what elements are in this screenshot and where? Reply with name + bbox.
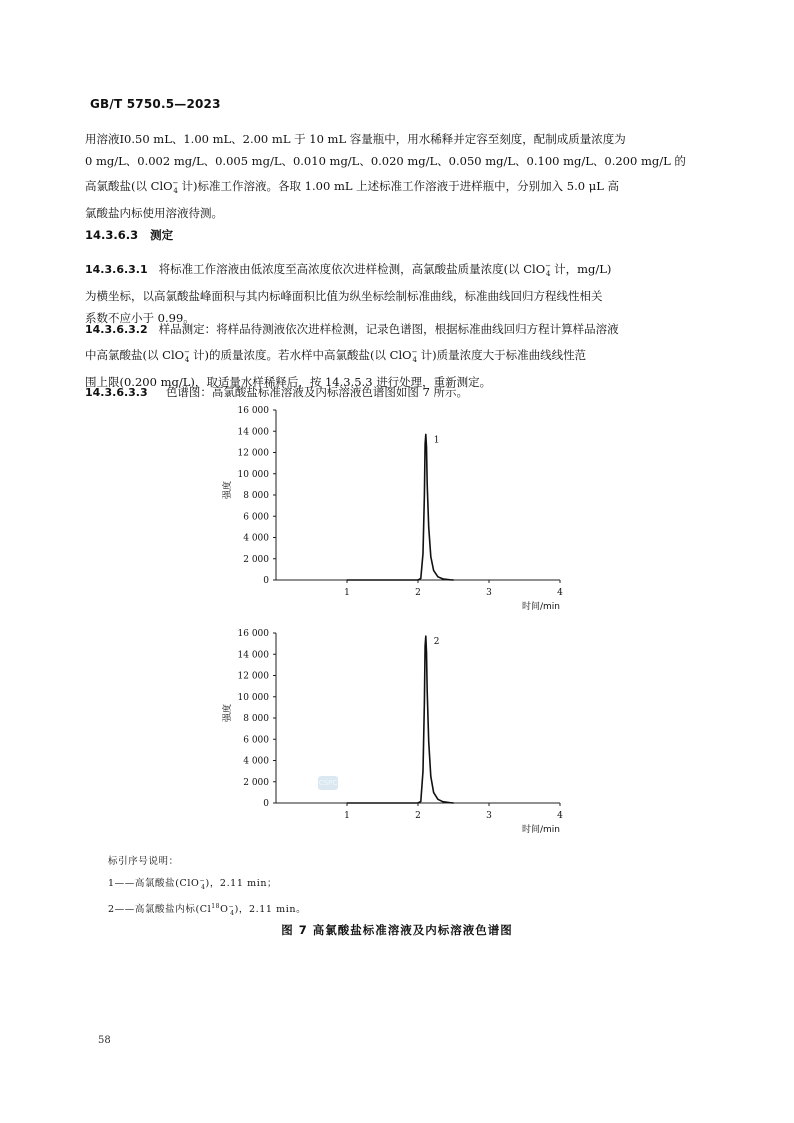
y-tick-label: 12 000 xyxy=(237,448,269,459)
trace-point xyxy=(420,801,421,802)
trace-point xyxy=(449,802,450,803)
x-tick-label: 2 xyxy=(415,811,421,821)
peak-label: 2 xyxy=(433,637,440,648)
legend-item-2b: O xyxy=(220,904,229,916)
legend-title: 标引序号说明： xyxy=(108,856,179,867)
chromatogram-2-svg xyxy=(200,625,580,840)
x-tick-label: 4 xyxy=(557,588,563,598)
legend-item-2c: )，2.11 min。 xyxy=(234,904,307,916)
p1-number: 14.3.6.3.1 xyxy=(85,262,148,276)
trace-point xyxy=(433,792,434,793)
section-title: 测定 xyxy=(150,228,174,242)
intro-line-1: 用溶液Ⅰ0.50 mL、1.00 mL、2.00 mL 于 10 mL 容量瓶中，用水稀释并定容至刻度，配制成质量浓度为 xyxy=(85,132,626,146)
y-tick-label: 8 000 xyxy=(243,714,269,724)
trace-point xyxy=(442,801,443,802)
trace-point xyxy=(427,484,428,485)
trace-point xyxy=(426,652,427,653)
trace-point xyxy=(430,776,431,777)
ion-sup: − xyxy=(228,903,235,911)
page-number: 58 xyxy=(98,1035,111,1046)
p1-line-3: 系数不应小于 0.99。 xyxy=(85,311,195,326)
y-tick-label: 8 000 xyxy=(243,491,269,501)
trace-point xyxy=(426,447,427,448)
p1-a: 将标准工作溶液由低浓度至高浓度依次进样检测，高氯酸盐质量浓度(以 ClO xyxy=(158,261,546,276)
peak-label: 1 xyxy=(433,435,440,446)
p1-b: 计，mg/L) xyxy=(550,261,612,276)
p2-line-2a: 中高氯酸盐(以 ClO xyxy=(85,347,185,362)
y-axis-title: 强度 xyxy=(223,480,233,500)
y-tick-label: 4 000 xyxy=(243,533,269,544)
x-tick-label: 4 xyxy=(557,811,563,821)
y-tick-label: 2 000 xyxy=(243,777,269,788)
ion-sub: 4 xyxy=(184,356,190,365)
p2-number: 14.3.6.3.2 xyxy=(85,323,148,336)
paragraph-14-3-6-3-3 xyxy=(85,381,707,404)
x-axis-title: 时间/min xyxy=(521,825,560,835)
ion-sup: − xyxy=(411,348,418,356)
p2-line-2c: 计)质量浓度大于标准曲线线性范 xyxy=(416,347,587,362)
y-tick-label: 10 000 xyxy=(237,469,269,480)
y-tick-label: 4 000 xyxy=(243,756,269,767)
x-tick-label: 1 xyxy=(344,588,350,598)
ion-sub: 4 xyxy=(230,910,235,918)
x-tick-label: 3 xyxy=(486,811,492,821)
trace-point xyxy=(425,636,426,637)
chromatogram-standard xyxy=(200,402,580,617)
y-tick-label: 0 xyxy=(263,799,269,809)
legend-item-1 xyxy=(108,871,306,897)
figure-caption: 图 7 高氯酸盐标准溶液及内标溶液色谱图 xyxy=(281,923,513,937)
trace-point xyxy=(346,802,347,803)
y-tick-label: 6 000 xyxy=(243,512,269,523)
y-tick-label: 14 000 xyxy=(237,650,269,661)
intro-line-3 xyxy=(85,172,707,202)
p3-number: 14.3.6.3.3 xyxy=(85,386,148,399)
trace-point xyxy=(430,556,431,557)
y-axis-title: 强度 xyxy=(223,703,233,723)
trace-point xyxy=(425,434,426,435)
x-tick-label: 1 xyxy=(344,811,350,821)
trace-point xyxy=(425,645,426,646)
intro-line-2: 0 mg/L、0.002 mg/L、0.005 mg/L、0.010 mg/L、0.020 mg/L、0.050 mg/L、0.100 mg/L、0.200 mg/L 的 xyxy=(85,154,686,168)
trace-point xyxy=(453,579,454,580)
chromatogram-internal-standard xyxy=(200,625,580,840)
trace-point xyxy=(417,802,418,803)
trace-point xyxy=(428,526,429,527)
p2-line-3: 围上限(0.200 mg/L)，取适量水样稀释后，按 14.3.5.3 进行处理，重新测定。 xyxy=(85,375,492,390)
ion-sup: − xyxy=(184,348,190,356)
intro-line-3a: 高氯酸盐(以 ClO xyxy=(85,178,173,193)
ion-sub: 4 xyxy=(201,884,206,892)
y-tick-label: 16 000 xyxy=(237,406,269,416)
chromatogram-1-svg xyxy=(200,402,580,617)
trace-point xyxy=(433,570,434,571)
ion-sup: − xyxy=(172,179,179,187)
y-tick-label: 12 000 xyxy=(237,671,269,682)
y-tick-label: 10 000 xyxy=(237,692,269,703)
ion-sub: 4 xyxy=(173,187,178,196)
trace-point xyxy=(427,691,428,692)
trace-point xyxy=(422,553,423,554)
trace-point xyxy=(424,494,425,495)
intro-line-4: 氯酸盐内标使用溶液待测。 xyxy=(85,206,223,221)
p3-text: 色谱图：高氯酸盐标准溶液及内标溶液色谱图如图 7 所示。 xyxy=(165,385,469,399)
y-tick-label: 6 000 xyxy=(243,735,269,746)
trace-point xyxy=(346,579,347,580)
legend-item-2a: 2——高氯酸盐内标(Cl xyxy=(108,904,212,916)
section-number: 14.3.6.3 xyxy=(85,228,139,242)
key-legend xyxy=(108,852,306,923)
legend-item-1a: 1——高氯酸盐(ClO xyxy=(108,878,200,890)
watermark-stamp: CSPC xyxy=(318,776,338,790)
isotope-sup: 18 xyxy=(211,903,221,911)
trace-point xyxy=(449,579,450,580)
trace-point xyxy=(424,701,425,702)
ion-sub: 4 xyxy=(412,356,417,365)
trace-point xyxy=(425,443,426,444)
trace-point xyxy=(417,579,418,580)
x-axis-title: 时间/min xyxy=(521,602,560,612)
p2-a: 样品测定：将样品待测液依次进样检测，记录色谱图，根据标准曲线回归方程计算样品溶液 xyxy=(158,322,619,336)
p2-line-1 xyxy=(85,318,707,341)
trace-point xyxy=(428,741,429,742)
section-heading xyxy=(85,227,173,243)
chromatogram-trace xyxy=(347,636,454,803)
standard-code-header: GB/T 5750.5—2023 xyxy=(90,97,221,111)
p2-line-2b: 计)的质量浓度。若水样中高氯酸盐(以 ClO xyxy=(189,347,412,362)
ion-sub: 4 xyxy=(546,270,551,279)
ion-sup: − xyxy=(199,877,206,884)
x-tick-label: 2 xyxy=(415,588,421,598)
legend-item-2 xyxy=(108,897,306,923)
y-tick-label: 2 000 xyxy=(243,554,269,565)
chromatogram-trace xyxy=(347,434,454,580)
y-tick-label: 14 000 xyxy=(237,427,269,438)
legend-item-1b: )，2.11 min； xyxy=(205,878,278,890)
trace-point xyxy=(442,578,443,579)
y-tick-label: 0 xyxy=(263,576,269,586)
intro-paragraph xyxy=(85,128,707,224)
trace-point xyxy=(422,771,423,772)
x-tick-label: 3 xyxy=(486,588,492,598)
trace-point xyxy=(437,799,438,800)
p1-line-2: 为横坐标，以高氯酸盐峰面积与其内标峰面积比值为纵坐标绘制标准曲线，标准曲线回归方程线性相关 xyxy=(85,289,603,304)
ion-sup: − xyxy=(545,262,552,270)
p2-line-2 xyxy=(85,341,707,371)
trace-point xyxy=(420,578,421,579)
trace-point xyxy=(437,576,438,577)
y-tick-label: 16 000 xyxy=(237,629,269,639)
intro-line-3b: 计)标准工作溶液。各取 1.00 mL 上述标准工作溶液于进样瓶中，分别加入 5.0 μL 高 xyxy=(177,178,620,193)
trace-point xyxy=(453,802,454,803)
p1-line-1 xyxy=(85,255,707,285)
